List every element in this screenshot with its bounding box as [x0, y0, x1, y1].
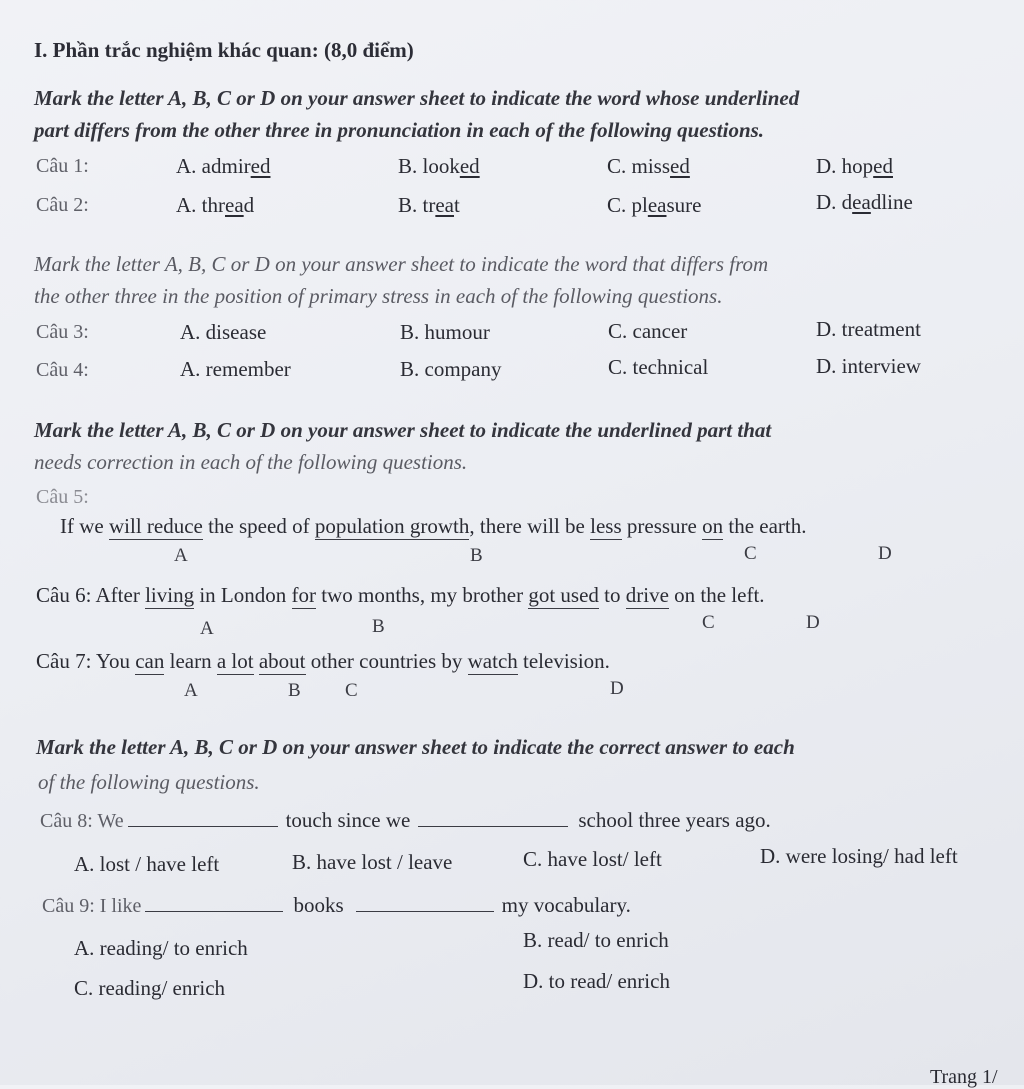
q6-letter-c: C [702, 612, 715, 633]
q3-option-b: B. humour [400, 320, 490, 344]
q1-option-b: B. looked [398, 154, 480, 178]
q1-option-c: C. missed [607, 154, 690, 178]
q9-stem: Câu 9: I like books my vocabulary. [42, 893, 631, 917]
q7-sentence: Câu 7: You can learn a lot about other countries by watch television. [36, 649, 610, 673]
instruction-3-line-2: needs correction in each of the following questions. [34, 450, 468, 474]
q1-option-d: D. hoped [816, 154, 893, 178]
q6-letter-a: A [200, 618, 214, 639]
q5-sentence: If we will reduce the speed of population growth, there will be less pressure on the earth. [60, 514, 807, 538]
instruction-1-line-1: Mark the letter A, B, C or D on your answer sheet to indicate the word whose underlined [34, 86, 800, 110]
q7-letter-c: C [345, 680, 358, 701]
q4-option-a: A. remember [180, 357, 291, 381]
instruction-3-line-1: Mark the letter A, B, C or D on your answer sheet to indicate the underlined part that [34, 418, 772, 442]
q1-label: Câu 1: [36, 155, 89, 177]
q8-option-a: A. lost / have left [74, 852, 220, 876]
instruction-4-line-1: Mark the letter A, B, C or D on your answer sheet to indicate the correct answer to each [36, 735, 795, 759]
q2-option-c: C. pleasure [607, 193, 702, 217]
q3-label: Câu 3: [36, 321, 89, 343]
q8-option-b: B. have lost / leave [292, 850, 453, 874]
q2-option-a: A. thread [176, 193, 255, 217]
instruction-4-line-2: of the following questions. [38, 770, 260, 794]
q5-letter-d: D [878, 543, 892, 564]
instruction-1-line-2: part differs from the other three in pronunciation in each of the following questions. [34, 118, 765, 142]
instruction-2-line-1: Mark the letter A, B, C or D on your answer sheet to indicate the word that differs from [34, 252, 769, 276]
q8-option-d: D. were losing/ had left [760, 844, 958, 868]
q9-option-b: B. read/ to enrich [523, 928, 669, 952]
q2-option-d: D. deadline [816, 190, 913, 214]
q2-label: Câu 2: [36, 194, 89, 216]
q4-label: Câu 4: [36, 359, 89, 381]
q7-letter-a: A [184, 680, 198, 701]
instruction-2-line-2: the other three in the position of primary stress in each of the following questions. [34, 284, 723, 308]
q4-option-d: D. interview [816, 354, 921, 378]
q3-option-d: D. treatment [816, 317, 921, 341]
q6-sentence: Câu 6: After living in London for two months, my brother got used to drive on the left. [36, 583, 765, 607]
page-number: Trang 1/ [930, 1066, 998, 1088]
q3-option-a: A. disease [180, 320, 267, 344]
q7-letter-b: B [288, 680, 301, 701]
q6-letter-b: B [372, 616, 385, 637]
q8-option-c: C. have lost/ left [523, 847, 662, 871]
q8-stem: Câu 8: We touch since we school three years ago. [40, 808, 771, 832]
q1-option-a: A. admired [176, 154, 271, 178]
q5-letter-a: A [174, 545, 188, 566]
q3-option-c: C. cancer [608, 319, 688, 343]
q5-letter-b: B [470, 545, 483, 566]
q4-option-c: C. technical [608, 355, 709, 379]
q6-letter-d: D [806, 612, 820, 633]
q9-option-a: A. reading/ to enrich [74, 936, 248, 960]
q4-option-b: B. company [400, 357, 502, 381]
q7-letter-d: D [610, 678, 624, 699]
q5-label: Câu 5: [36, 486, 89, 508]
q9-option-c: C. reading/ enrich [74, 976, 226, 1000]
q2-option-b: B. treat [398, 193, 460, 217]
q9-option-d: D. to read/ enrich [523, 969, 670, 993]
q5-letter-c: C [744, 543, 757, 564]
section-title: I. Phần trắc nghiệm khác quan: (8,0 điểm) [34, 38, 414, 62]
